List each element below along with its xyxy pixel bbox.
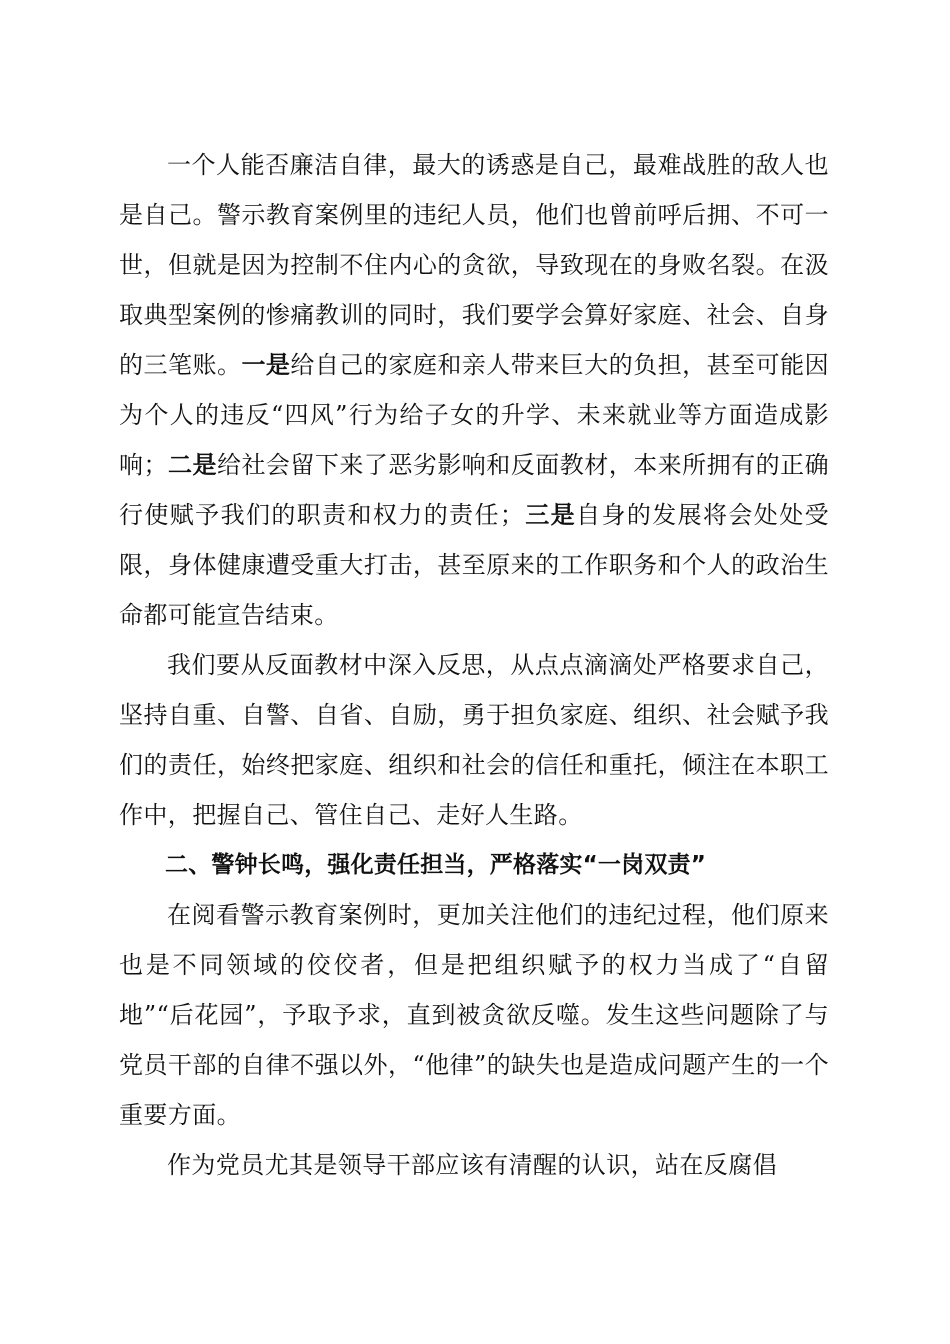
paragraph-text: 在阅看警示教育案例时，更加关注他们的违纪过程，他们原来也是不同领域的佼佼者，但是把组织赋予的权力当成了“自留地”“后花园”，予取予求，直到被贪欲反噬。发生这些问题除了与党员干部的自律不强以外，“他律”的缺失也是造成问题产生的一个重要方面。 — [119, 901, 829, 1129]
paragraph-text: 一个人能否廉洁自律，最大的诱惑是自己，最难战胜的敌人也是自己。警示教育案例里的违纪人员，他们也曾前呼后拥、不可一世，但就是因为控制不住内心的贪欲，导致现在的身败名裂。在汲取典型案例的惨痛教训的同时，我们要学会算好家庭、社会、自身的三笔账。 — [119, 151, 829, 379]
body-paragraph — [119, 1140, 829, 1190]
body-paragraph — [119, 890, 829, 1140]
paragraph-text: 给自己的家庭和亲人带来巨大的负担，甚至可能因为个人的违反“四风”行为给子女的升学、未来就业等方面造成影响； — [119, 351, 830, 479]
emphasis-text: 二是 — [167, 451, 217, 479]
paragraph-text: 给社会留下来了恶劣影响和反面教材，本来所拥有的正确行使赋予我们的职责和权力的责任； — [119, 451, 829, 529]
body-paragraph — [119, 140, 829, 640]
paragraph-text: 作为党员尤其是领导干部应该有清醒的认识，站在反腐倡 — [167, 1151, 777, 1179]
paragraph-text: 自身的发展将会处处受限，身体健康遭受重大打击，甚至原来的工作职务和个人的政治生命都可能宣告结束。 — [119, 501, 829, 629]
document-body — [119, 140, 829, 1190]
body-paragraph — [119, 640, 829, 840]
section-heading — [119, 840, 829, 890]
emphasis-text: 三是 — [524, 501, 577, 529]
paragraph-text: 我们要从反面教材中深入反思，从点点滴滴处严格要求自己，坚持自重、自警、自省、自励，勇于担负家庭、组织、社会赋予我们的责任，始终把家庭、组织和社会的信任和重托，倾注在本职工作中，把握自己、管住自己、走好人生路。 — [119, 651, 829, 829]
paragraph-text: 二、警钟长鸣，强化责任担当，严格落实“一岗双责” — [165, 852, 707, 878]
emphasis-text: 一是 — [241, 351, 291, 379]
